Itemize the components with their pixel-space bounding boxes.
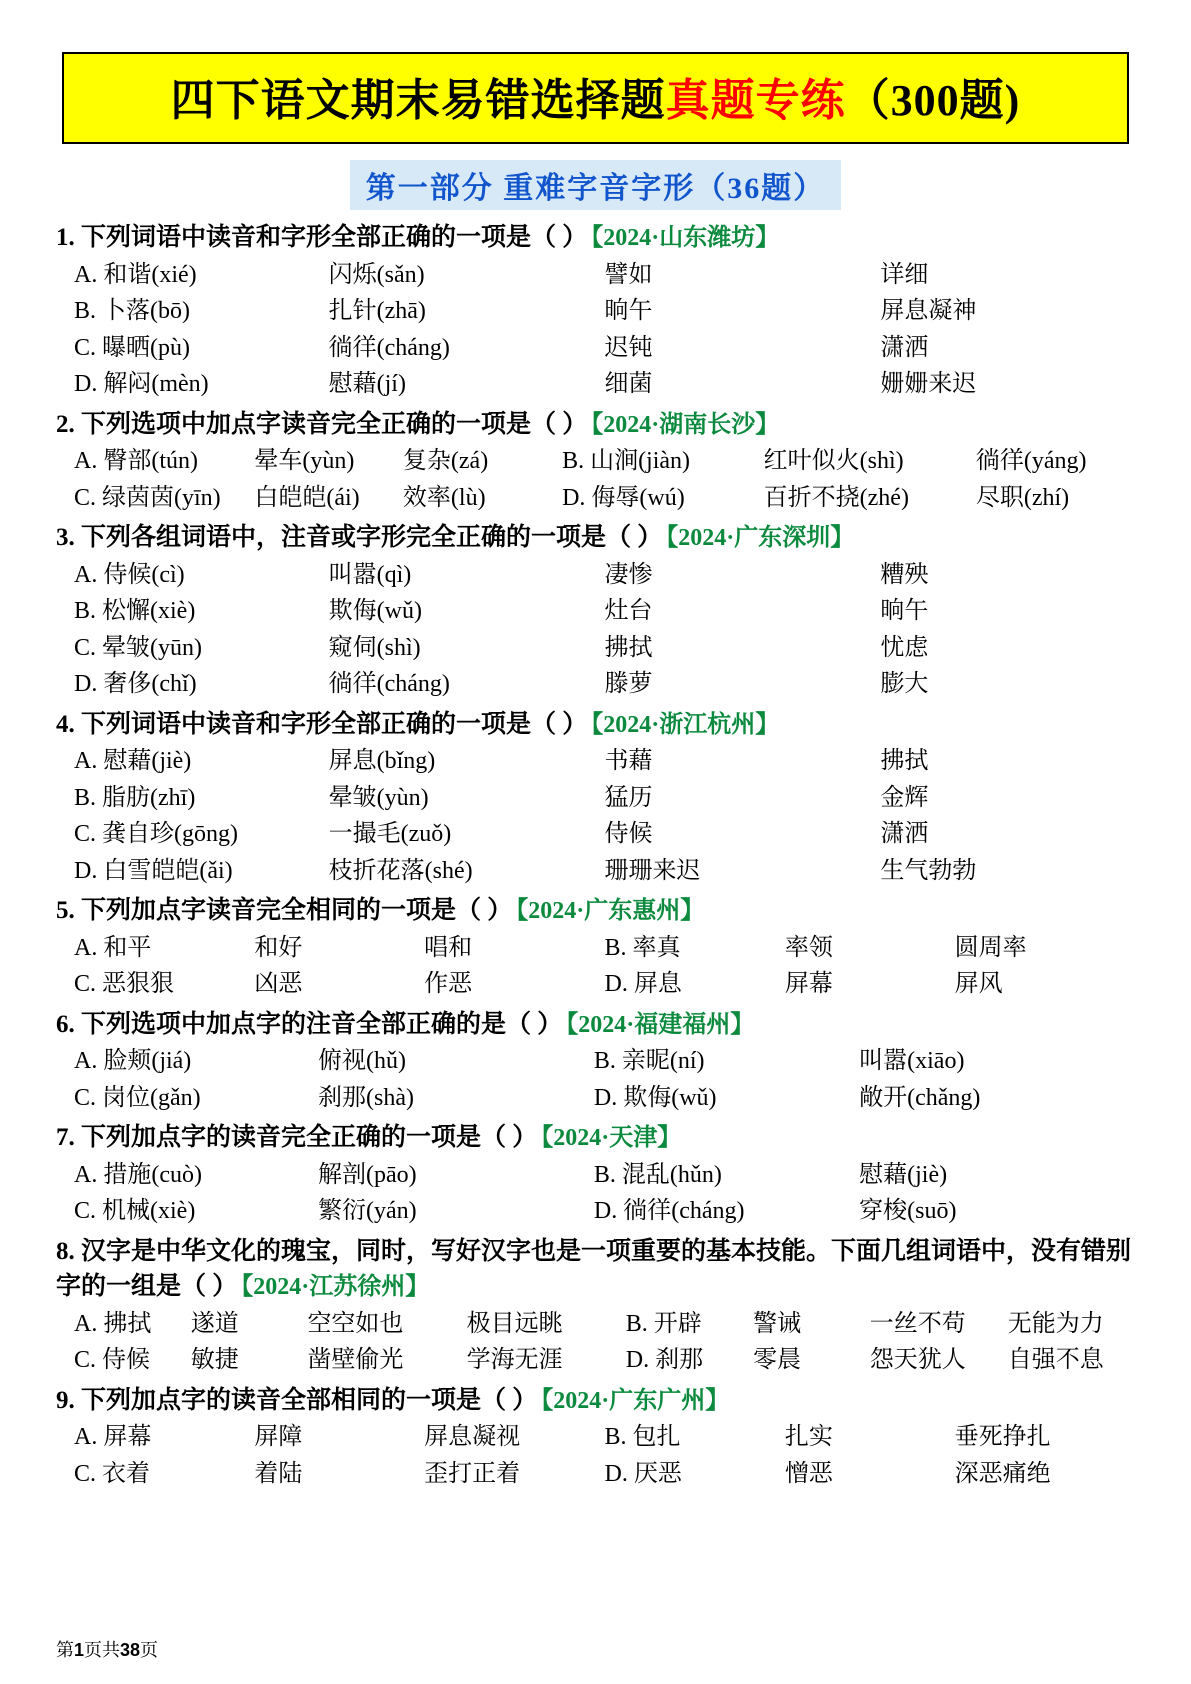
question-8 [56,1234,1135,1379]
option-cell[interactable]: 晌午 [880,598,929,625]
option-cell[interactable]: 欺侮(wǔ) [328,598,422,625]
option-cell[interactable]: 白皑皑(ái) [254,484,360,511]
question-source-tag: 【2024·广东深圳】 [666,525,855,552]
option-cell[interactable]: C. 绿茵茵(yīn) [74,484,221,511]
option-cell[interactable]: 凿壁偷光 [307,1347,404,1374]
question-stem-text: 5. 下列加点字读音完全相同的一项是（ ） [56,897,513,925]
question-source-tag: 【2024·浙江杭州】 [591,711,780,738]
option-cell[interactable]: 零晨 [753,1347,802,1374]
option-cell[interactable]: 生气勃勃 [880,857,977,884]
question-stem-text: 8. 汉字是中华文化的瑰宝，同时，写好汉字也是一项重要的基本技能。下面几组词语中，没有错别字的一组是（ ） [56,1237,1132,1301]
option-row [56,331,1135,367]
question-stem [56,707,1135,743]
option-cell[interactable]: C. 机械(xiè) [74,1198,196,1225]
option-cell[interactable]: A. 屏幕 [74,1424,152,1451]
option-cell[interactable]: 晕车(yùn) [254,448,355,475]
option-cell[interactable]: D. 厌恶 [604,1460,682,1487]
question-source-tag: 【2024·福建福州】 [566,1011,755,1038]
option-row [56,931,1135,967]
option-cell[interactable]: A. 和谐(xié) [74,261,197,288]
question-stem-text: 9. 下列加点字的读音全部相同的一项是（ ） [56,1386,538,1414]
option-cell[interactable]: 尽职(zhí) [975,484,1070,511]
option-cell[interactable]: B. 脂肪(zhī) [74,784,196,811]
question-4 [56,707,1135,890]
option-cell[interactable]: 一丝不苟 [869,1310,966,1337]
option-row [56,1343,1135,1379]
question-stem [56,1120,1135,1156]
option-cell[interactable]: 极目远眺 [466,1310,563,1337]
option-row [56,1457,1135,1493]
option-cell[interactable]: B. 率真 [604,934,681,961]
option-cell[interactable]: 金辉 [880,784,929,811]
option-cell[interactable]: 徜徉(cháng) [328,334,450,361]
option-cell[interactable]: A. 措施(cuò) [74,1161,202,1188]
question-stem [56,1234,1135,1305]
option-cell[interactable]: 扎实 [784,1424,833,1451]
option-cell[interactable]: 屏幕 [784,971,833,998]
question-2 [56,407,1135,517]
question-3 [56,520,1135,703]
option-cell[interactable]: 书藉 [604,748,653,775]
option-cell[interactable]: 自强不息 [1007,1347,1104,1374]
question-source-tag: 【2024·山东潍坊】 [591,225,780,251]
question-stem [56,1007,1135,1043]
option-row [56,1081,1135,1117]
question-source-tag: 【2024·湖南长沙】 [591,411,780,438]
option-cell[interactable]: 敞开(chǎng) [859,1084,981,1111]
option-cell[interactable]: 圆周率 [954,934,1027,961]
option-cell[interactable]: 糟殃 [880,561,929,588]
option-cell[interactable]: 滕萝 [604,671,653,698]
option-cell[interactable]: 枝折花落(shé) [328,857,473,884]
option-cell[interactable]: 怨天犹人 [869,1347,966,1374]
option-cell[interactable]: 刹那(shà) [318,1084,415,1111]
title-part-1: 四下语文期末易错选择题 [170,76,666,125]
option-cell[interactable]: 复杂(zá) [402,448,489,475]
question-7 [56,1120,1135,1230]
question-stem [56,1383,1135,1419]
option-cell[interactable]: C. 衣着 [74,1460,151,1487]
option-row [56,854,1135,890]
option-row [56,558,1135,594]
option-cell[interactable]: 率领 [784,934,833,961]
section-header [56,160,1135,210]
question-stem [56,407,1135,443]
option-cell[interactable]: C. 曝晒(pù) [74,334,190,361]
option-cell[interactable]: C. 侍候 [74,1347,151,1374]
option-row [56,1420,1135,1456]
option-cell[interactable]: D. 欺侮(wǔ) [593,1084,717,1111]
option-cell[interactable]: 猛历 [604,784,653,811]
option-cell[interactable]: 解剖(pāo) [318,1161,417,1188]
option-cell[interactable]: 屏息凝视 [424,1424,521,1451]
option-cell[interactable]: 潇洒 [880,821,929,848]
question-stem-text: 3. 下列各组词语中，注音或字形完全正确的一项是（ ） [56,524,663,552]
option-row [56,444,1135,480]
option-cell[interactable]: 凶恶 [254,971,303,998]
option-cell[interactable]: A. 侍候(cì) [74,561,185,588]
option-cell[interactable]: 细菌 [604,371,653,398]
option-cell[interactable]: 垂死挣扎 [954,1424,1051,1451]
option-cell[interactable]: A. 脸颊(jiá) [74,1048,192,1075]
option-row [56,481,1135,517]
option-cell[interactable]: B. 山涧(jiàn) [562,448,691,475]
question-stem [56,520,1135,556]
option-cell[interactable]: 遂道 [190,1310,239,1337]
option-cell[interactable]: 侍候 [604,821,653,848]
option-row [56,258,1135,294]
option-cell[interactable]: 效率(lù) [402,484,486,511]
footer-text-after: 页 [140,1640,159,1660]
option-cell[interactable]: 唱和 [424,934,473,961]
option-row [56,631,1135,667]
option-cell[interactable]: B. 亲昵(ní) [593,1048,705,1075]
option-cell[interactable]: 红叶似火(shì) [763,448,904,475]
option-row [56,817,1135,853]
option-cell[interactable]: 百折不挠(zhé) [763,484,909,511]
option-cell[interactable]: 窥伺(shì) [328,634,421,661]
option-cell[interactable]: 屏风 [954,971,1003,998]
option-cell[interactable]: 徜徉(yáng) [975,448,1087,475]
option-cell[interactable]: 详细 [880,261,929,288]
option-row [56,294,1135,330]
option-cell[interactable]: 着陆 [254,1460,303,1487]
question-stem-text: 6. 下列选项中加点字的注音全部正确的是（ ） [56,1010,563,1038]
option-row [56,781,1135,817]
question-stem-text: 2. 下列选项中加点字读音完全正确的一项是（ ） [56,410,588,438]
option-cell[interactable]: D. 解闷(mèn) [74,371,209,398]
question-stem-text: 7. 下列加点字的读音完全正确的一项是（ ） [56,1124,538,1152]
option-cell[interactable]: 繁衍(yán) [318,1198,417,1225]
option-cell[interactable]: 潇洒 [880,334,929,361]
option-cell[interactable]: 深恶痛绝 [954,1460,1051,1487]
option-cell[interactable]: 晌午 [604,298,653,325]
option-cell[interactable]: 迟钝 [604,334,653,361]
option-cell[interactable]: 一撮毛(zuǒ) [328,821,452,848]
option-cell[interactable]: C. 晕皱(yūn) [74,634,202,661]
option-cell[interactable]: 拂拭 [880,748,929,775]
question-source-tag: 【2024·天津】 [541,1125,682,1152]
option-cell[interactable]: 屏障 [254,1424,303,1451]
option-cell[interactable]: B. 混乱(hǔn) [593,1161,722,1188]
option-row [56,1044,1135,1080]
option-row [56,1307,1135,1343]
question-stem-text: 4. 下列词语中读音和字形全部正确的一项是（ ） [56,710,588,738]
option-cell[interactable]: D. 屏息 [604,971,682,998]
title-part-3: （300题) [845,76,1021,125]
option-cell[interactable]: 和好 [254,934,303,961]
option-cell[interactable]: 慰藉(jiè) [859,1161,948,1188]
option-cell[interactable]: 晕皱(yùn) [328,784,429,811]
option-cell[interactable]: 扎针(zhā) [328,298,426,325]
option-cell[interactable]: D. 奢侈(chǐ) [74,671,197,698]
option-cell[interactable]: A. 慰藉(jiè) [74,748,192,775]
question-stem [56,220,1135,256]
option-cell[interactable]: 歪打正着 [424,1460,521,1487]
option-cell[interactable]: 拂拭 [604,634,653,661]
question-1 [56,220,1135,403]
option-cell[interactable]: 无能为力 [1007,1310,1104,1337]
option-cell[interactable]: 徜徉(cháng) [328,671,450,698]
option-cell[interactable]: D. 徜徉(cháng) [593,1198,745,1225]
question-6 [56,1007,1135,1117]
option-cell[interactable]: 譬如 [604,261,653,288]
option-cell[interactable]: D. 刹那 [625,1347,704,1374]
option-cell[interactable]: 屏息(bǐng) [328,748,436,775]
option-cell[interactable]: 凄惨 [604,561,653,588]
option-cell[interactable]: C. 恶狠狠 [74,971,175,998]
question-source-tag: 【2024·广东广州】 [541,1387,730,1414]
option-cell[interactable]: A. 拂拭 [74,1310,152,1337]
section-header-label: 第一部分 重难字音字形（36题） [350,160,842,210]
footer-page-current: 1 [74,1640,85,1660]
option-row [56,744,1135,780]
option-cell[interactable]: B. 开辟 [625,1310,702,1337]
option-cell[interactable]: 膨大 [880,671,929,698]
option-row [56,1194,1135,1230]
option-row [56,594,1135,630]
option-cell[interactable]: C. 龚自珍(gōng) [74,821,238,848]
option-cell[interactable]: 憎恶 [784,1460,833,1487]
option-cell[interactable]: 敏捷 [190,1347,239,1374]
option-cell[interactable]: D. 白雪皑皑(ǎi) [74,857,233,884]
option-cell[interactable]: B. 卜落(bō) [74,298,190,325]
option-cell[interactable]: C. 岗位(gǎn) [74,1084,201,1111]
option-cell[interactable]: 慰藉(jí) [328,371,406,398]
footer-page-total: 38 [120,1640,141,1660]
option-cell[interactable]: 灶台 [604,598,653,625]
footer-text-middle: 页共 [84,1640,121,1660]
option-cell[interactable]: 屏息凝神 [880,298,977,325]
footer-text-before: 第 [56,1640,74,1660]
option-cell[interactable]: 穿梭(suō) [859,1198,957,1225]
option-cell[interactable]: B. 松懈(xiè) [74,598,196,625]
option-cell[interactable]: 叫嚣(qì) [328,561,412,588]
option-row [56,967,1135,1003]
page-title-banner [62,52,1129,144]
option-cell[interactable]: 闪烁(sǎn) [328,261,425,288]
option-cell[interactable]: 叫嚣(xiāo) [859,1048,965,1075]
question-stem [56,893,1135,929]
question-5 [56,893,1135,1003]
option-row [56,367,1135,403]
option-cell[interactable]: A. 臀部(tún) [74,448,198,475]
option-cell[interactable]: 珊珊来迟 [604,857,701,884]
question-stem-text: 1. 下列词语中读音和字形全部正确的一项是（ ） [56,224,588,251]
question-9 [56,1383,1135,1493]
option-cell[interactable]: 学海无涯 [466,1347,563,1374]
question-source-tag: 【2024·广东惠州】 [516,898,705,925]
option-cell[interactable]: 警诫 [753,1310,802,1337]
page-footer [56,1636,158,1662]
option-row [56,667,1135,703]
title-part-2-highlight: 真题专练 [665,76,846,125]
option-cell[interactable]: 姗姗来迟 [880,371,977,398]
option-row [56,1158,1135,1194]
option-cell[interactable]: B. 包扎 [604,1424,681,1451]
option-cell[interactable]: 忧虑 [880,634,929,661]
option-cell[interactable]: 作恶 [424,971,473,998]
option-cell[interactable]: D. 侮辱(wú) [562,484,685,511]
option-cell[interactable]: A. 和平 [74,934,152,961]
option-cell[interactable]: 空空如也 [307,1310,404,1337]
option-cell[interactable]: 俯视(hǔ) [318,1048,407,1075]
question-source-tag: 【2024·江苏徐州】 [241,1274,430,1301]
